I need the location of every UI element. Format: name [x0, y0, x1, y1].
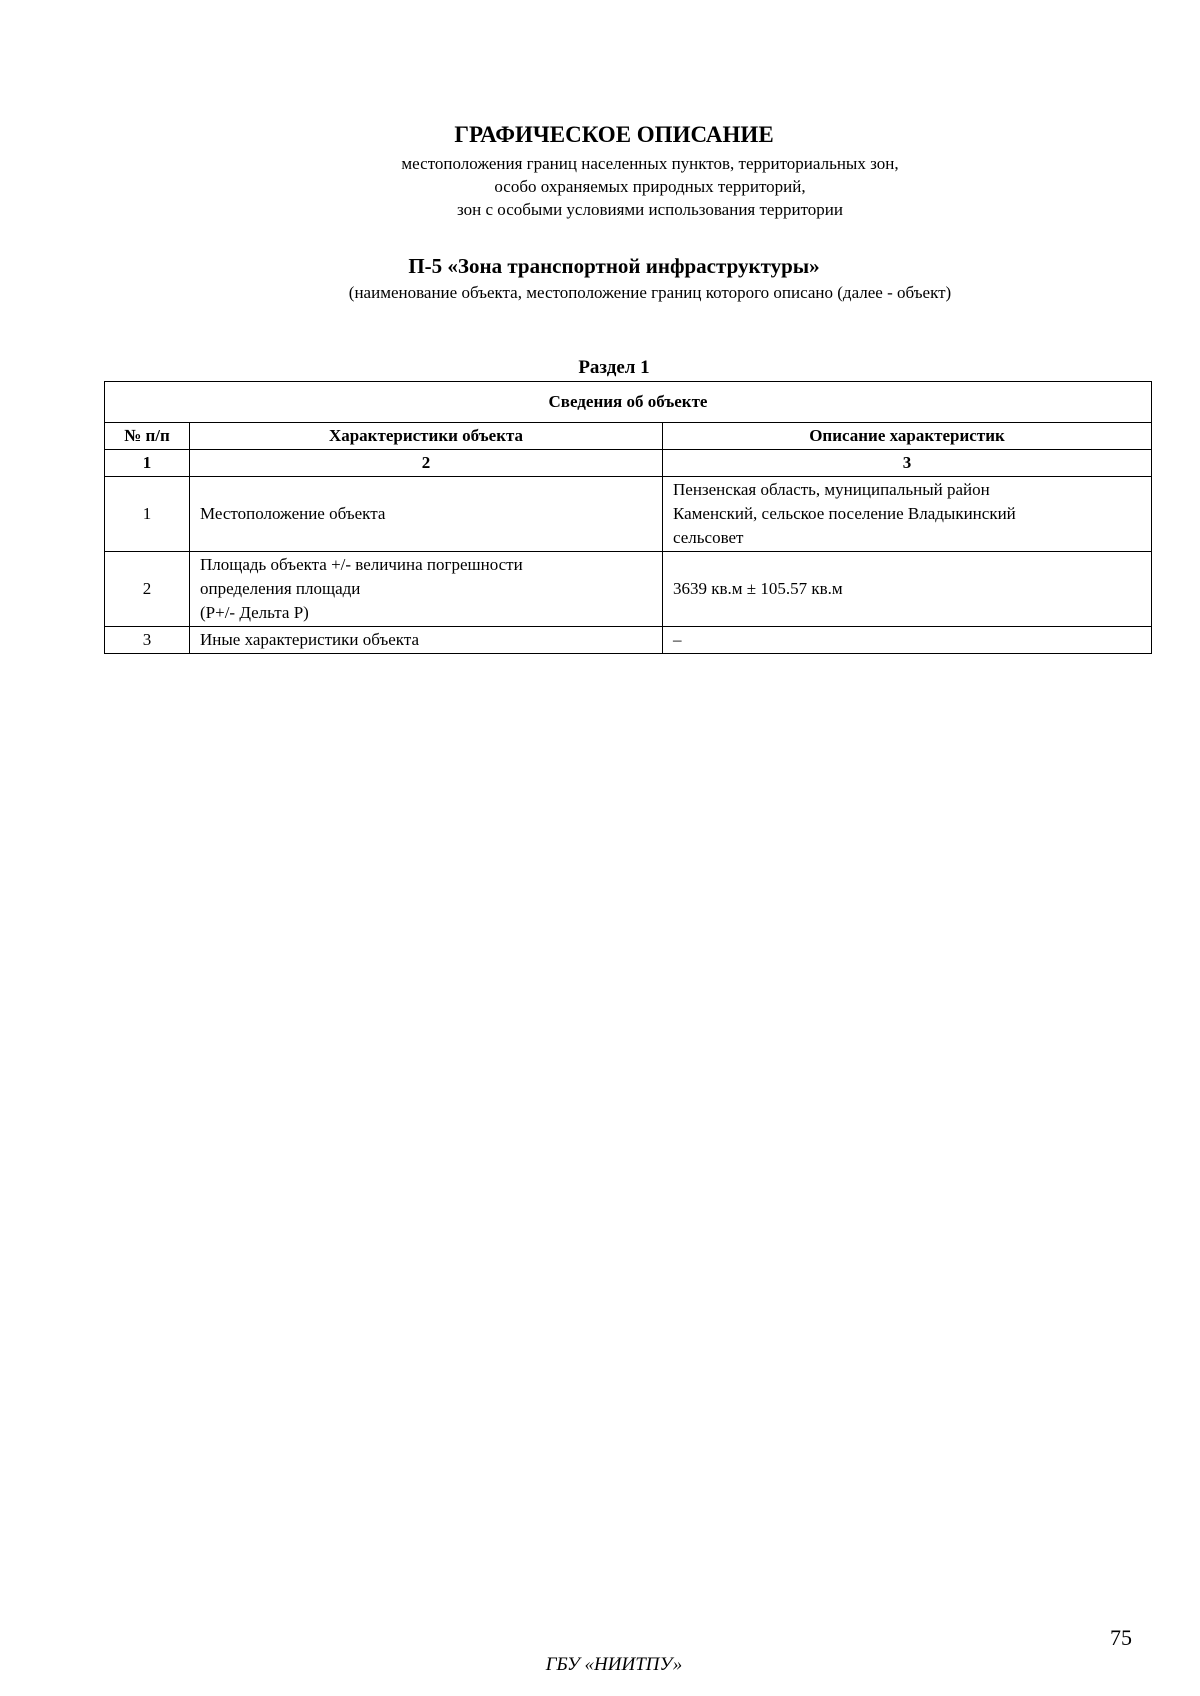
row-description [663, 627, 1152, 654]
document-title: ГРАФИЧЕСКОЕ ОПИСАНИЕ [454, 122, 774, 147]
section-title: Раздел 1 [578, 357, 650, 378]
row-characteristic [190, 477, 663, 552]
subtitle-line: зон с особыми условиями использования территории [457, 200, 843, 219]
header-description: Описание характеристик [663, 423, 1152, 450]
header-characteristic: Характеристики объекта [190, 423, 663, 450]
row-characteristic [190, 552, 663, 627]
cell-line: Каменский, сельское поселение Владыкинский [673, 504, 1016, 523]
table-row [105, 552, 1152, 627]
cell-line: Пензенская область, муниципальный район [673, 480, 990, 499]
row-number: 3 [105, 627, 190, 654]
table-caption-row [105, 382, 1152, 423]
object-caption: (наименование объекта, местоположение границ которого описано (далее - объект) [348, 283, 952, 302]
cell-line: Площадь объекта +/- величина погрешности [200, 555, 523, 574]
footer-organization: ГБУ «НИИТПУ» [545, 1654, 683, 1675]
cell-line: сельсовет [673, 528, 744, 547]
object-name: П-5 «Зона транспортной инфраструктуры» [408, 254, 820, 278]
cell-line: (P+/- Дельта P) [200, 603, 309, 622]
subtitle-line: местоположения границ населенных пунктов, территориальных зон, [401, 154, 899, 173]
column-number: 2 [190, 450, 663, 477]
column-number-row [105, 450, 1152, 477]
cell-line: Иные характеристики объекта [200, 630, 420, 649]
row-description [663, 552, 1152, 627]
row-characteristic [190, 627, 663, 654]
subtitle-line: особо охраняемых природных территорий, [494, 177, 806, 196]
table-header-row [105, 423, 1152, 450]
table-row [105, 627, 1152, 654]
column-number: 1 [105, 450, 190, 477]
object-info-table [104, 381, 1152, 654]
header-num: № п/п [105, 423, 190, 450]
cell-line: 3639 кв.м ± 105.57 кв.м [673, 579, 843, 598]
row-description [663, 477, 1152, 552]
table-row [105, 477, 1152, 552]
column-number: 3 [663, 450, 1152, 477]
cell-line: – [673, 630, 682, 649]
cell-line: определения площади [200, 579, 361, 598]
cell-line: Местоположение объекта [200, 504, 386, 523]
row-number: 1 [105, 477, 190, 552]
row-number: 2 [105, 552, 190, 627]
page-number: 75 [1110, 1625, 1132, 1650]
table-caption: Сведения об объекте [105, 382, 1152, 423]
document-subtitle [0, 152, 1200, 221]
